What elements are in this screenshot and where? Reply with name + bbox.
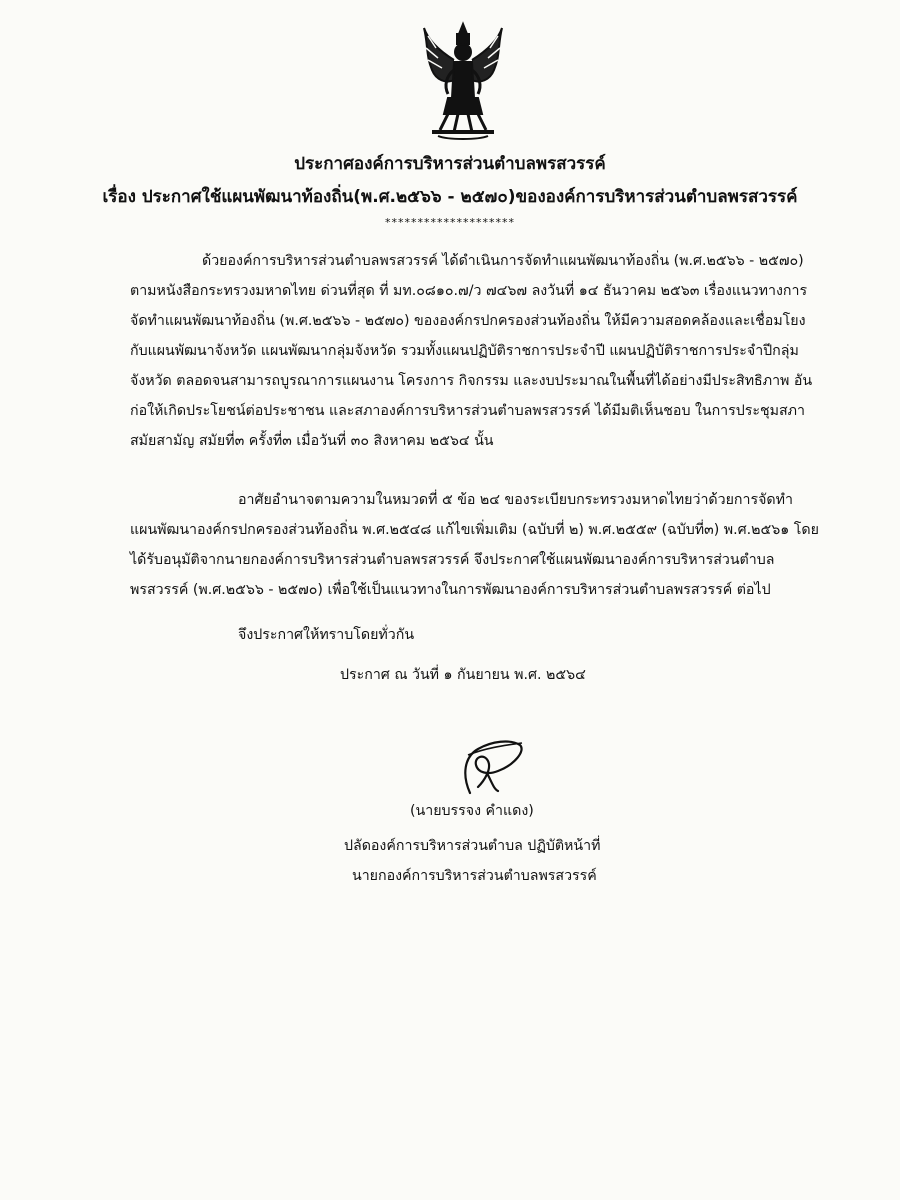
paragraph-line: แผนพัฒนาองค์กรปกครองส่วนท้องถิ่น พ.ศ.๒๕๔๘ แก้ไขเพิ่มเติม (ฉบับที่ ๒) พ.ศ.๒๕๕๙ (ฉบับที่๓) พ.ศ.๒๕๖๑ โดย (130, 522, 819, 538)
handwritten-signature-icon (448, 735, 528, 795)
paragraph-line: ตามหนังสือกระทรวงมหาดไทย ด่วนที่สุด ที่ มท.๐๘๑๐.๗/ว ๗๔๖๗ ลงวันที่ ๑๔ ธันวาคม ๒๕๖๓ เรื่องแนวทางการ (130, 283, 808, 299)
garuda-emblem-icon (418, 20, 508, 142)
paragraph-line: ได้รับอนุมัติจากนายกองค์การบริหารส่วนตำบลพรสวรรค์ จึงประกาศใช้แผนพัฒนาองค์การบริหารส่วนตำบล (130, 552, 775, 568)
paragraph-line: จังหวัด ตลอดจนสามารถบูรณาการแผนงาน โครงการ กิจกรรม และงบประมาณในพื้นที่ได้อย่างมีประสิทธิภาพ อัน (130, 373, 813, 389)
signatory-position: ปลัดองค์การบริหารส่วนตำบล ปฏิบัติหน้าที่ (344, 838, 601, 854)
closing-statement: จึงประกาศให้ทราบโดยทั่วกัน (238, 627, 415, 643)
paragraph-line: ก่อให้เกิดประโยชน์ต่อประชาชน และสภาองค์การบริหารส่วนตำบลพรสวรรค์ ได้มีมติเห็นชอบ ในการประชุมสภา (130, 403, 805, 419)
separator: ******************** (385, 216, 515, 229)
paragraph-line: ด้วยองค์การบริหารส่วนตำบลพรสวรรค์ ได้ดำเนินการจัดทำแผนพัฒนาท้องถิ่น (พ.ศ.๒๕๖๖ - ๒๕๗๐) (202, 253, 804, 269)
announcement-subject: เรื่อง ประกาศใช้แผนพัฒนาท้องถิ่น(พ.ศ.๒๕๖๖ - ๒๕๗๐)ขององค์การบริหารส่วนตำบลพรสวรรค์ (102, 187, 798, 207)
paragraph-line: จัดทำแผนพัฒนาท้องถิ่น (พ.ศ.๒๕๖๖ - ๒๕๗๐) ขององค์กรปกครองส่วนท้องถิ่น ให้มีความสอดคล้องและเชื่อมโยง (130, 313, 806, 329)
announcement-date: ประกาศ ณ วันที่ ๑ กันยายน พ.ศ. ๒๕๖๔ (340, 667, 586, 683)
paragraph-line: พรสวรรค์ (พ.ศ.๒๕๖๖ - ๒๕๗๐) เพื่อใช้เป็นแนวทางในการพัฒนาองค์การบริหารส่วนตำบลพรสวรรค์ ต่อไป (130, 582, 771, 598)
paragraph-line: อาศัยอำนาจตามความในหมวดที่ ๕ ข้อ ๒๔ ของระเบียบกระทรวงมหาดไทยว่าด้วยการจัดทำ (238, 492, 793, 508)
paragraph-2 (130, 485, 852, 605)
paragraph-1 (130, 246, 852, 456)
announcement-title: ประกาศองค์การบริหารส่วนตำบลพรสวรรค์ (294, 154, 606, 174)
paragraph-line: สมัยสามัญ สมัยที่๓ ครั้งที่๓ เมื่อวันที่ ๓๐ สิงหาคม ๒๕๖๔ นั้น (130, 433, 494, 449)
signatory-position-acting: นายกองค์การบริหารส่วนตำบลพรสวรรค์ (352, 868, 597, 884)
signatory-name: (นายบรรจง คำแดง) (410, 803, 534, 819)
paragraph-line: กับแผนพัฒนาจังหวัด แผนพัฒนากลุ่มจังหวัด รวมทั้งแผนปฏิบัติราชการประจำปี แผนปฏิบัติราชการประจำปีกลุ่ม (130, 343, 799, 359)
